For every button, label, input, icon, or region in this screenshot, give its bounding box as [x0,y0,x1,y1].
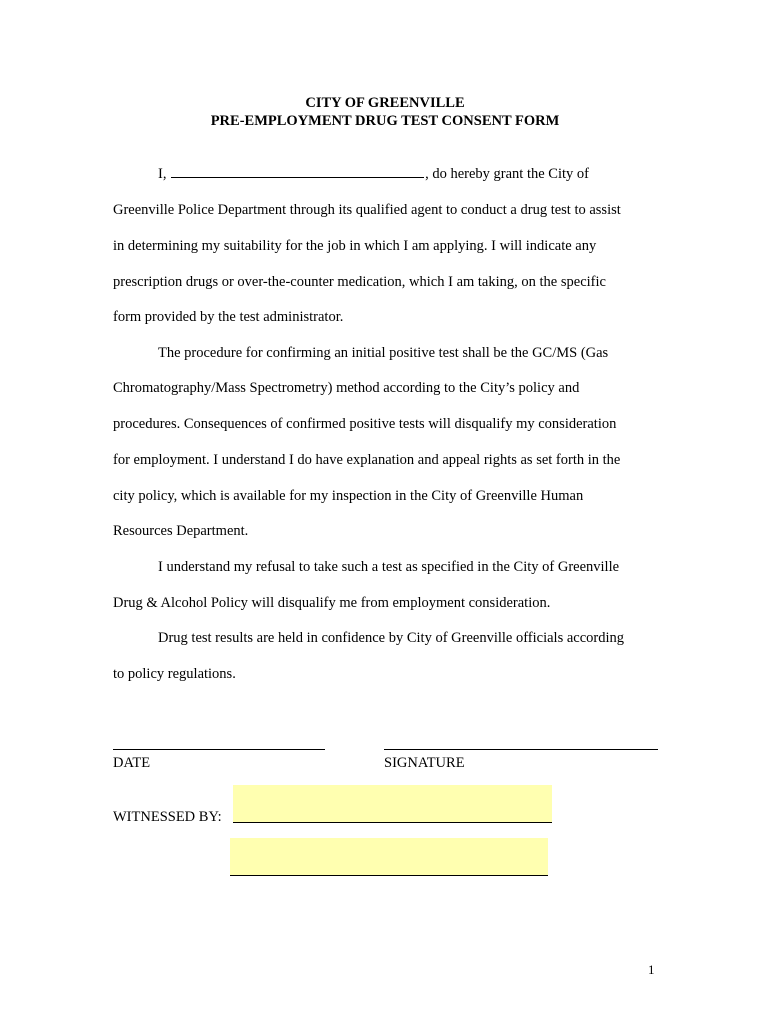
paragraph3-first-line: I understand my refusal to take such a test as specified in the City of Greenville [158,559,620,575]
witness-signature-field[interactable] [233,785,552,823]
document-title-line2: PRE-EMPLOYMENT DRUG TEST CONSENT FORM [210,113,560,129]
paragraph1-after-blank: , do hereby grant the City of [425,166,589,182]
paragraph4-first-line: Drug test results are held in confidence by City of Greenville officials according [158,630,624,646]
date-signature-line[interactable] [113,749,325,750]
page-number: 1 [648,962,655,977]
paragraph2-first-line: The procedure for confirming an initial positive test shall be the GC/MS (Gas [158,345,609,361]
paragraph1-line: Greenville Police Department through its qualified agent to conduct a drug test to assist [113,202,621,218]
paragraph1-line: prescription drugs or over-the-counter medication, which I am taking, on the specific [113,274,606,290]
paragraph4-line: to policy regulations. [113,666,236,682]
paragraph3-line: Drug & Alcohol Policy will disqualify me from employment consideration. [113,595,551,611]
paragraph2-line: Resources Department. [113,523,249,539]
paragraph2-line: for employment. I understand I do have explanation and appeal rights as set forth in the [113,452,621,468]
signature-label: SIGNATURE [384,755,465,771]
witnessed-by-label: WITNESSED BY: [113,809,222,825]
paragraph1-lead: I, [158,166,167,182]
document-title-line1: CITY OF GREENVILLE [305,95,465,111]
paragraph2-line: city policy, which is available for my inspection in the City of Greenville Human [113,488,584,504]
signature-line[interactable] [384,749,658,750]
date-label: DATE [113,755,151,771]
name-blank-line [171,165,424,178]
paragraph1-line: in determining my suitability for the job in which I am applying. I will indicate any [113,238,597,254]
witness-second-field[interactable] [230,838,548,876]
paragraph1-line: form provided by the test administrator. [113,309,344,325]
paragraph2-line: Chromatography/Mass Spectrometry) method according to the City’s policy and [113,380,580,396]
paragraph1-first-line [158,165,589,183]
paragraph2-line: procedures. Consequences of confirmed positive tests will disqualify my consideration [113,416,617,432]
